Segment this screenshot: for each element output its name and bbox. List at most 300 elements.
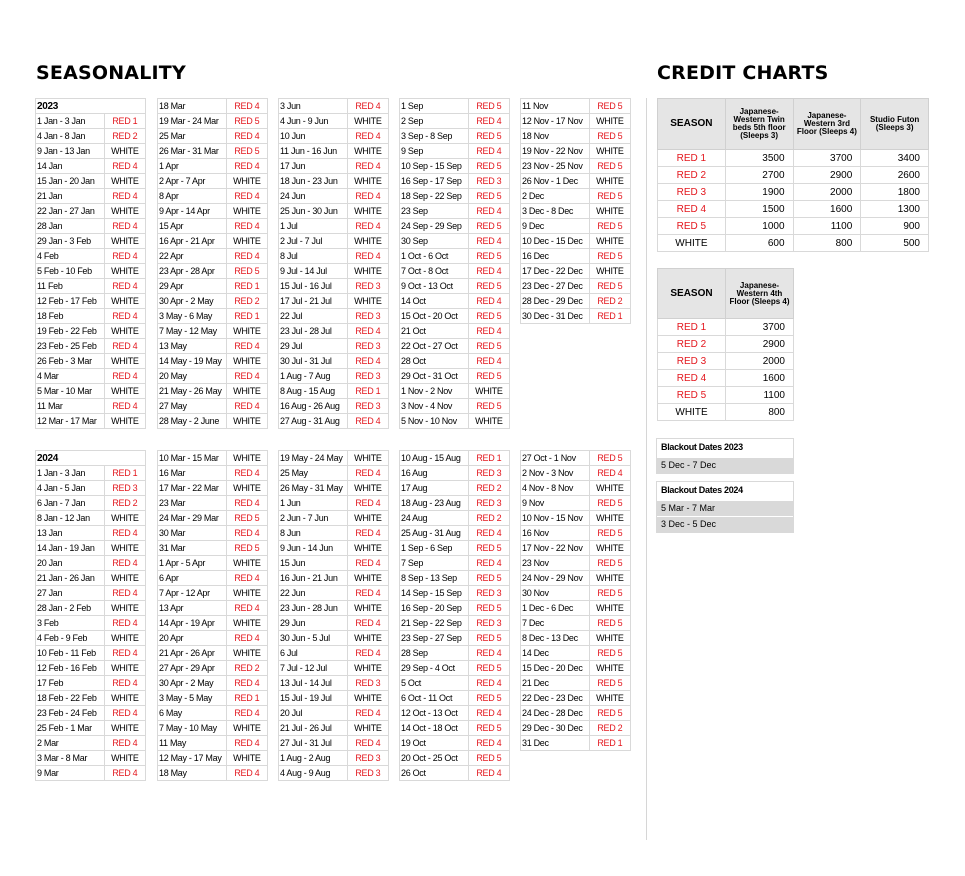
season-row (36, 571, 146, 586)
date-range: 20 Apr (158, 631, 227, 646)
season-row (400, 481, 510, 496)
season-row (158, 601, 268, 616)
season-label: RED 1 (104, 466, 145, 481)
credit-value: 3500 (725, 150, 793, 167)
season-row (158, 541, 268, 556)
season-label: WHITE (226, 556, 267, 571)
season-row (158, 369, 268, 384)
date-range: 17 Nov - 22 Nov (521, 541, 590, 556)
season-row (36, 601, 146, 616)
date-range: 17 Dec - 22 Dec (521, 264, 590, 279)
season-label: WHITE (226, 646, 267, 661)
season-label: WHITE (226, 586, 267, 601)
season-label: RED 3 (347, 339, 388, 354)
date-range: 15 Jun (279, 556, 348, 571)
date-range: 6 Oct - 11 Oct (400, 691, 469, 706)
season-row (158, 571, 268, 586)
season-label: RED 4 (468, 736, 509, 751)
credit-season-label: WHITE (658, 404, 726, 421)
season-row (36, 114, 146, 129)
season-row (400, 174, 510, 189)
season-row (279, 541, 389, 556)
season-row (279, 384, 389, 399)
date-range: 4 Feb (36, 249, 105, 264)
date-range: 23 Feb - 24 Feb (36, 706, 105, 721)
date-range: 27 May (158, 399, 227, 414)
season-label: RED 4 (104, 586, 145, 601)
season-label: WHITE (347, 451, 388, 466)
season-label: RED 4 (347, 646, 388, 661)
season-row (36, 339, 146, 354)
season-label: RED 3 (347, 766, 388, 781)
credit-row (658, 353, 794, 370)
credit-value: 500 (861, 235, 929, 252)
date-range: 12 May - 17 May (158, 751, 227, 766)
credit-value: 2000 (726, 353, 794, 370)
date-range: 12 Oct - 13 Oct (400, 706, 469, 721)
season-row (36, 129, 146, 144)
date-range: 13 Jan (36, 526, 105, 541)
season-row (521, 129, 631, 144)
date-range: 26 Mar - 31 Mar (158, 144, 227, 159)
season-label: RED 4 (226, 526, 267, 541)
season-row (400, 586, 510, 601)
date-range: 15 Dec - 20 Dec (521, 661, 590, 676)
season-label: WHITE (104, 234, 145, 249)
season-row (158, 451, 268, 466)
date-range: 9 Jul - 14 Jul (279, 264, 348, 279)
season-label: RED 2 (104, 129, 145, 144)
season-label: RED 2 (226, 661, 267, 676)
room-4th-floor-header: Japanese-Western 4th Floor (Sleeps 4) (726, 269, 794, 319)
date-range: 10 Jun (279, 129, 348, 144)
season-label: RED 1 (589, 736, 630, 751)
date-range: 12 Mar - 17 Mar (36, 414, 105, 429)
season-row (36, 511, 146, 526)
season-label: WHITE (226, 234, 267, 249)
date-range: 28 Jan - 2 Feb (36, 601, 105, 616)
season-label: WHITE (589, 631, 630, 646)
date-range: 25 May (279, 466, 348, 481)
season-label: RED 5 (589, 279, 630, 294)
date-range: 23 Nov - 25 Nov (521, 159, 590, 174)
season-row (521, 174, 631, 189)
season-label: RED 2 (104, 496, 145, 511)
season-row (521, 556, 631, 571)
season-label: WHITE (104, 294, 145, 309)
season-label: WHITE (104, 414, 145, 429)
date-range: 26 Feb - 3 Mar (36, 354, 105, 369)
season-label: WHITE (347, 571, 388, 586)
date-range: 8 Sep - 13 Sep (400, 571, 469, 586)
season-label: RED 1 (104, 114, 145, 129)
season-row (400, 384, 510, 399)
date-range: 14 Oct - 18 Oct (400, 721, 469, 736)
date-range: 29 Jan - 3 Feb (36, 234, 105, 249)
date-range: 3 Nov - 4 Nov (400, 399, 469, 414)
season-label: RED 4 (104, 309, 145, 324)
season-table-2024-col-1 (35, 450, 146, 781)
season-row (521, 144, 631, 159)
credit-chart-rooms (657, 98, 929, 252)
season-row (279, 249, 389, 264)
date-range: 23 Apr - 28 Apr (158, 264, 227, 279)
date-range: 28 Dec - 29 Dec (521, 294, 590, 309)
season-label: RED 4 (226, 249, 267, 264)
season-label: RED 4 (104, 556, 145, 571)
season-label: RED 1 (226, 279, 267, 294)
season-label: RED 4 (347, 736, 388, 751)
season-row (36, 174, 146, 189)
credit-value: 2700 (725, 167, 793, 184)
season-row (279, 309, 389, 324)
date-range: 17 Mar - 22 Mar (158, 481, 227, 496)
year-row (36, 451, 146, 466)
date-range: 4 Jan - 8 Jan (36, 129, 105, 144)
season-column-header: SEASON (658, 99, 726, 150)
season-row (279, 294, 389, 309)
season-label: WHITE (226, 174, 267, 189)
date-range: 14 May - 19 May (158, 354, 227, 369)
date-range: 29 Oct - 31 Oct (400, 369, 469, 384)
date-range: 30 Dec - 31 Dec (521, 309, 590, 324)
season-label: WHITE (226, 451, 267, 466)
date-range: 4 Aug - 9 Aug (279, 766, 348, 781)
season-row (158, 481, 268, 496)
credit-row (658, 150, 929, 167)
season-row (36, 159, 146, 174)
season-row (36, 354, 146, 369)
date-range: 1 Oct - 6 Oct (400, 249, 469, 264)
date-range: 9 Dec (521, 219, 590, 234)
season-label: RED 4 (468, 204, 509, 219)
season-row (279, 586, 389, 601)
date-range: 24 Nov - 29 Nov (521, 571, 590, 586)
season-row (279, 99, 389, 114)
credit-value: 1100 (726, 387, 794, 404)
season-row (158, 414, 268, 429)
season-row (36, 309, 146, 324)
room-studio-futon-header: Studio Futon (Sleeps 3) (861, 99, 929, 150)
date-range: 16 Mar (158, 466, 227, 481)
season-row (158, 646, 268, 661)
blackout-date: 5 Dec - 7 Dec (657, 457, 793, 473)
season-label: RED 3 (347, 751, 388, 766)
season-row (36, 144, 146, 159)
season-row (36, 466, 146, 481)
credit-season-label: RED 1 (658, 150, 726, 167)
season-row (400, 541, 510, 556)
date-range: 19 Nov - 22 Nov (521, 144, 590, 159)
season-label: WHITE (589, 481, 630, 496)
season-label: WHITE (347, 234, 388, 249)
date-range: 23 Sep - 27 Sep (400, 631, 469, 646)
date-range: 11 May (158, 736, 227, 751)
season-row (400, 691, 510, 706)
year-label: 2023 (36, 99, 146, 114)
season-label: WHITE (468, 384, 509, 399)
season-row (36, 736, 146, 751)
season-label: RED 5 (468, 339, 509, 354)
season-label: WHITE (589, 234, 630, 249)
season-label: RED 4 (347, 189, 388, 204)
season-label: RED 5 (468, 369, 509, 384)
season-row (279, 219, 389, 234)
date-range: 26 Oct (400, 766, 469, 781)
date-range: 16 Jun - 21 Jun (279, 571, 348, 586)
date-range: 16 Apr - 21 Apr (158, 234, 227, 249)
credit-row (658, 167, 929, 184)
season-label: WHITE (589, 541, 630, 556)
season-row (400, 414, 510, 429)
season-label: RED 4 (468, 676, 509, 691)
season-label: WHITE (226, 616, 267, 631)
season-row (158, 249, 268, 264)
season-label: RED 5 (226, 144, 267, 159)
season-row (279, 174, 389, 189)
season-label: WHITE (104, 144, 145, 159)
season-row (36, 481, 146, 496)
date-range: 18 Feb - 22 Feb (36, 691, 105, 706)
season-row (400, 129, 510, 144)
date-range: 2 Mar (36, 736, 105, 751)
date-range: 4 Mar (36, 369, 105, 384)
season-label: RED 3 (347, 279, 388, 294)
date-range: 21 Oct (400, 324, 469, 339)
season-label: RED 5 (589, 526, 630, 541)
date-range: 28 May - 2 June (158, 414, 227, 429)
date-range: 13 Jul - 14 Jul (279, 676, 348, 691)
season-label: RED 4 (347, 556, 388, 571)
season-label: WHITE (104, 204, 145, 219)
date-range: 5 Oct (400, 676, 469, 691)
date-range: 25 Feb - 1 Mar (36, 721, 105, 736)
season-row (158, 129, 268, 144)
season-row (521, 481, 631, 496)
season-row (158, 219, 268, 234)
date-range: 25 Mar (158, 129, 227, 144)
season-column-header: SEASON (658, 269, 726, 319)
season-row (400, 451, 510, 466)
season-label: WHITE (104, 174, 145, 189)
season-label: RED 4 (226, 129, 267, 144)
date-range: 4 Jan - 5 Jan (36, 481, 105, 496)
season-row (279, 129, 389, 144)
date-range: 31 Mar (158, 541, 227, 556)
date-range: 29 Dec - 30 Dec (521, 721, 590, 736)
season-label: RED 5 (589, 99, 630, 114)
season-label: RED 5 (589, 496, 630, 511)
date-range: 11 Mar (36, 399, 105, 414)
season-row (279, 354, 389, 369)
season-label: RED 5 (468, 249, 509, 264)
date-range: 7 Sep (400, 556, 469, 571)
season-table-2023-col-2 (157, 98, 268, 429)
date-range: 22 Dec - 23 Dec (521, 691, 590, 706)
date-range: 10 Mar - 15 Mar (158, 451, 227, 466)
date-range: 31 Dec (521, 736, 590, 751)
season-label: RED 4 (347, 466, 388, 481)
date-range: 9 Apr - 14 Apr (158, 204, 227, 219)
date-range: 25 Jun - 30 Jun (279, 204, 348, 219)
year-row (36, 99, 146, 114)
season-row (521, 219, 631, 234)
season-label: RED 4 (104, 399, 145, 414)
credit-row (658, 404, 794, 421)
season-row (400, 144, 510, 159)
date-range: 10 Nov - 15 Nov (521, 511, 590, 526)
season-label: RED 4 (226, 631, 267, 646)
date-range: 3 Feb (36, 616, 105, 631)
season-row (158, 294, 268, 309)
season-label: WHITE (347, 294, 388, 309)
season-row (521, 616, 631, 631)
season-row (36, 279, 146, 294)
season-row (400, 526, 510, 541)
season-label: WHITE (347, 691, 388, 706)
date-range: 13 May (158, 339, 227, 354)
season-label: RED 4 (347, 526, 388, 541)
date-range: 24 Mar - 29 Mar (158, 511, 227, 526)
date-range: 7 Apr - 12 Apr (158, 586, 227, 601)
season-row (279, 324, 389, 339)
season-row (400, 766, 510, 781)
season-label: RED 4 (347, 99, 388, 114)
season-row (36, 249, 146, 264)
season-row (158, 114, 268, 129)
season-row (158, 616, 268, 631)
date-range: 18 Sep - 22 Sep (400, 189, 469, 204)
credit-chart-header-row (658, 99, 929, 150)
season-row (36, 384, 146, 399)
date-range: 29 Jul (279, 339, 348, 354)
date-range: 9 Nov (521, 496, 590, 511)
season-label: WHITE (226, 751, 267, 766)
date-range: 2 Nov - 3 Nov (521, 466, 590, 481)
season-row (158, 174, 268, 189)
season-label: RED 4 (104, 279, 145, 294)
date-range: 18 Feb (36, 309, 105, 324)
season-label: WHITE (347, 601, 388, 616)
season-row (521, 204, 631, 219)
season-label: RED 5 (226, 541, 267, 556)
date-range: 1 Jan - 3 Jan (36, 114, 105, 129)
season-row (158, 159, 268, 174)
season-label: WHITE (226, 481, 267, 496)
season-row (279, 601, 389, 616)
season-label: RED 3 (104, 481, 145, 496)
season-label: RED 5 (589, 586, 630, 601)
blackout-title: Blackout Dates 2023 (657, 439, 793, 457)
date-range: 30 Sep (400, 234, 469, 249)
seasonality-heading: SEASONALITY (36, 62, 186, 84)
season-label: RED 4 (347, 324, 388, 339)
date-range: 23 Mar (158, 496, 227, 511)
season-label: RED 4 (226, 369, 267, 384)
season-label: RED 5 (468, 751, 509, 766)
date-range: 14 Sep - 15 Sep (400, 586, 469, 601)
season-label: WHITE (347, 204, 388, 219)
season-table-2023-col-3 (278, 98, 389, 429)
date-range: 5 Nov - 10 Nov (400, 414, 469, 429)
season-row (279, 571, 389, 586)
season-label: RED 4 (104, 646, 145, 661)
date-range: 22 Oct - 27 Oct (400, 339, 469, 354)
credit-chart-header-row (658, 269, 794, 319)
season-row (521, 294, 631, 309)
season-label: RED 5 (468, 399, 509, 414)
date-range: 18 Jun - 23 Jun (279, 174, 348, 189)
date-range: 2 Sep (400, 114, 469, 129)
season-row (158, 399, 268, 414)
season-row (158, 526, 268, 541)
credit-row (658, 218, 929, 235)
season-row (279, 481, 389, 496)
season-row (158, 144, 268, 159)
season-table-2024-col-5 (520, 450, 631, 751)
credit-charts-heading: CREDIT CHARTS (657, 62, 829, 84)
date-range: 16 Aug - 26 Aug (279, 399, 348, 414)
date-range: 23 Dec - 27 Dec (521, 279, 590, 294)
season-row (521, 541, 631, 556)
season-row (158, 309, 268, 324)
date-range: 17 Feb (36, 676, 105, 691)
season-label: RED 4 (589, 466, 630, 481)
date-range: 24 Dec - 28 Dec (521, 706, 590, 721)
credit-value: 2600 (861, 167, 929, 184)
season-table-2024-col-3 (278, 450, 389, 781)
season-label: WHITE (104, 631, 145, 646)
season-row (158, 511, 268, 526)
season-row (279, 691, 389, 706)
season-label: RED 5 (468, 279, 509, 294)
credit-row (658, 319, 794, 336)
credit-value: 3400 (861, 150, 929, 167)
season-label: RED 2 (468, 511, 509, 526)
date-range: 14 Jan (36, 159, 105, 174)
credit-row (658, 201, 929, 218)
season-label: RED 5 (589, 219, 630, 234)
season-row (521, 496, 631, 511)
season-label: WHITE (226, 414, 267, 429)
season-label: RED 4 (226, 399, 267, 414)
season-row (158, 691, 268, 706)
date-range: 7 Oct - 8 Oct (400, 264, 469, 279)
season-row (279, 556, 389, 571)
season-row (400, 736, 510, 751)
season-row (158, 264, 268, 279)
season-label: RED 4 (468, 556, 509, 571)
date-range: 18 Aug - 23 Aug (400, 496, 469, 511)
season-label: RED 4 (104, 219, 145, 234)
season-label: WHITE (347, 721, 388, 736)
date-range: 21 Sep - 22 Sep (400, 616, 469, 631)
season-label: RED 1 (226, 309, 267, 324)
season-row (521, 571, 631, 586)
season-row (400, 189, 510, 204)
season-label: WHITE (104, 264, 145, 279)
date-range: 30 Mar (158, 526, 227, 541)
season-row (400, 496, 510, 511)
season-label: WHITE (104, 541, 145, 556)
season-row (279, 766, 389, 781)
season-row (36, 751, 146, 766)
date-range: 6 May (158, 706, 227, 721)
date-range: 1 Jan - 3 Jan (36, 466, 105, 481)
season-row (36, 766, 146, 781)
date-range: 1 Apr (158, 159, 227, 174)
season-row (400, 234, 510, 249)
